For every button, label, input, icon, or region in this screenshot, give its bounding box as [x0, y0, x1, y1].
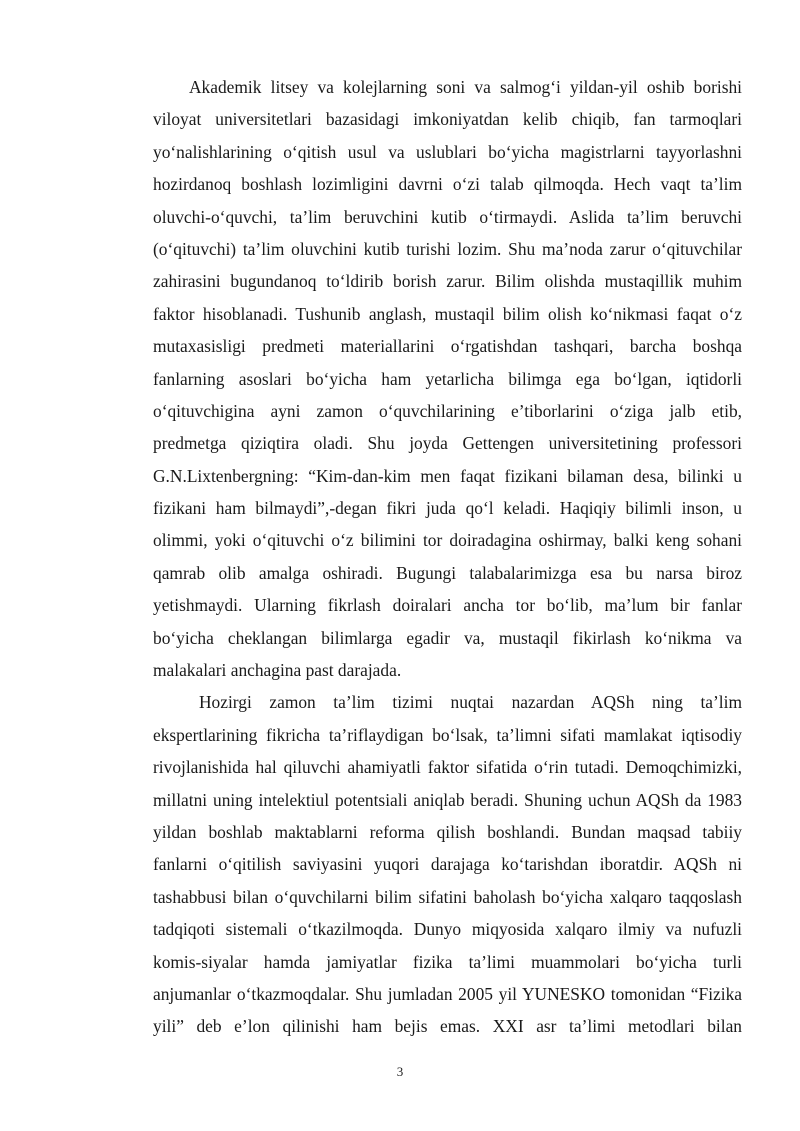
text-line: fanlarning asoslari bo‘yicha ham yetarlicha bilimga ega bo‘lgan, iqtidorli [153, 368, 742, 389]
text-line: zahirasini bugundanoq to‘ldirib borish zarur. Bilim olishda mustaqillik muhim [153, 271, 742, 292]
text-line: Hozirgi zamon ta’lim tizimi nuqtai nazardan AQSh ning ta’lim [199, 692, 742, 713]
text-line: o‘qituvchigina ayni zamon o‘quvchilarining e’tiborlarini o‘ziga jalb etib, [153, 400, 742, 421]
text-line: qamrab olib amalga oshiradi. Bugungi talabalarimizga esa bu narsa biroz [153, 562, 742, 583]
text-line: ekspertlarining fikricha ta’riflaydigan bo‘lsak, ta’limni sifati mamlakat iqtisodiy [153, 724, 742, 745]
text-line: (o‘qituvchi) ta’lim oluvchini kutib turishi lozim. Shu ma’noda zarur o‘qituvchilar [153, 238, 742, 259]
text-line: yetishmaydi. Ularning fikrlash doiralari ancha tor bo‘lib, ma’lum bir fanlar [153, 595, 742, 616]
text-line: fanlarni o‘qitilish saviyasini yuqori darajaga ko‘tarishdan iboratdir. AQSh ni [153, 854, 742, 875]
text-line: Akademik litsey va kolejlarning soni va salmog‘i yildan-yil oshib borishi [189, 77, 742, 97]
text-line: yili” deb e’lon qilinishi ham bejis emas. XXI asr ta’limi metodlari bilan [153, 1016, 742, 1037]
text-line: tadqiqoti sistemali o‘tkazilmoqda. Dunyo miqyosida xalqaro ilmiy va nufuzli [153, 919, 742, 940]
text-line: yo‘nalishlarining o‘qitish usul va uslublari bo‘yicha magistrlarni tayyorlashni [153, 141, 742, 162]
text-line: anjumanlar o‘tkazmoqdalar. Shu jumladan 2005 yil YUNESKO tomonidan “Fizika [153, 983, 742, 1004]
text-line: oluvchi-o‘quvchi, ta’lim beruvchini kutib o‘tirmaydi. Aslida ta’lim beruvchi [153, 206, 742, 227]
document-body [117, 71, 742, 1043]
text-line: tashabbusi bilan o‘quvchilarni bilim sifatini baholash bo‘yicha xalqaro taqqoslash [153, 886, 742, 907]
paragraph-1 [117, 71, 742, 686]
text-line: fizikani ham bilmaydi”,-degan fikri juda qo‘l keladi. Haqiqiy bilimli inson, u [153, 498, 742, 519]
text-line: hozirdanoq boshlash lozimligini davrni o‘zi talab qilmoqda. Hech vaqt ta’lim [153, 174, 742, 195]
paragraph-2 [117, 686, 742, 1042]
text-line: yildan boshlab maktablarni reforma qilish boshlandi. Bundan maqsad tabiiy [153, 821, 742, 842]
text-line: predmetga qiziqtira oladi. Shu joyda Gettengen universitetining professori [153, 433, 742, 454]
text-line: faktor hisoblanadi. Tushunib anglash, mustaqil bilim olish ko‘nikmasi faqat o‘z [153, 303, 742, 324]
text-line: millatni uning intelektiul potentsiali aniqlab beradi. Shuning uchun AQSh da 1983 [153, 789, 742, 810]
text-line: G.N.Lixtenbergning: “Kim-dan-kim men faqat fizikani bilaman desa, bilinki u [153, 465, 742, 486]
text-line: komis-siyalar hamda jamiyatlar fizika ta’limi muammolari bo‘yicha turli [153, 951, 742, 972]
text-line: mutaxasisligi predmeti materiallarini o‘rgatishdan tashqari, barcha boshqa [153, 336, 742, 357]
text-line: bo‘yicha cheklangan bilimlarga egadir va, mustaqil fikirlash ko‘nikma va [153, 627, 742, 648]
text-line: olimmi, yoki o‘qituvchi o‘z bilimini tor doiradagina oshirmay, balki keng sohani [153, 530, 742, 551]
text-line: malakalari anchagina past darajada. [153, 660, 402, 681]
text-line: rivojlanishida hal qiluvchi ahamiyatli faktor sifatida o‘rin tutadi. Demoqchimizki, [153, 757, 742, 778]
page-number: 3 [396, 1064, 404, 1079]
text-line: viloyat universitetlari bazasidagi imkoniyatdan kelib chiqib, fan tarmoqlari [153, 109, 742, 130]
